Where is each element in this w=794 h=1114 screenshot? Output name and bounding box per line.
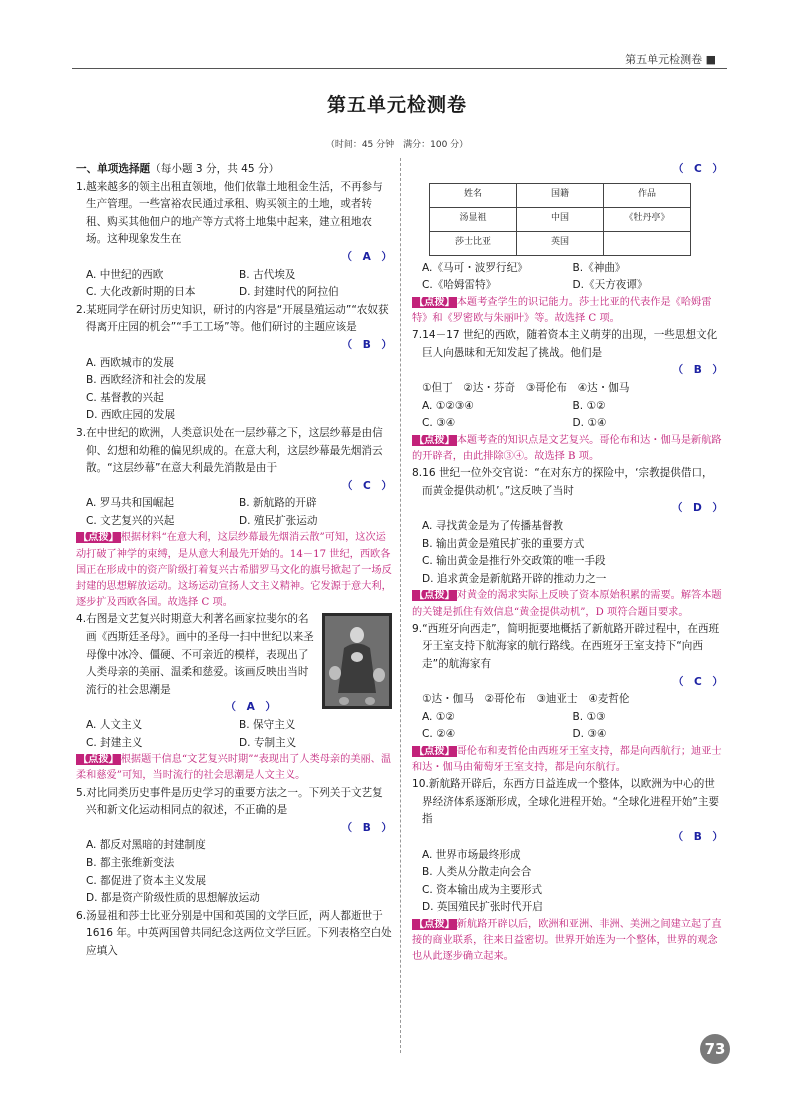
- question-6-cont: [412, 161, 723, 327]
- hint-block: [412, 744, 723, 776]
- option-a: A. 罗马共和国崛起: [86, 497, 174, 510]
- table-cell: 中国: [517, 207, 604, 231]
- question-10: [412, 776, 723, 965]
- option-c: C. ②④: [422, 728, 456, 741]
- option-d: D. 专制主义: [239, 736, 297, 749]
- option-a: A. 中世纪的西欧: [86, 268, 164, 281]
- option-a: A. 西欧城市的发展: [86, 356, 174, 369]
- table-cell: 《牡丹亭》: [604, 207, 691, 231]
- question-8: [412, 465, 723, 621]
- hint-block: [412, 295, 723, 327]
- question-stem: 10.新航路开辟后，东西方日益连成一个整体，以欧洲为中心的世界经济体系逐渐形成，全球化进程开始。“全球化进程开始”主要指: [412, 778, 720, 826]
- option-a: A. 都反对黑暗的封建制度: [86, 839, 206, 852]
- option-d: D. ③④: [572, 728, 607, 741]
- option-d: D. 殖民扩张运动: [239, 514, 318, 527]
- option-b: B. ①③: [572, 710, 606, 723]
- column-divider: [400, 158, 401, 1053]
- question-2: [76, 302, 392, 425]
- hint-block: [76, 530, 392, 611]
- question-stem: 9.“西班牙向西走”，简明扼要地概括了新航路开辟过程中，在西班牙王室支持下航海家的航行路线。在西班牙王室支持下“向西走”的航海家有: [412, 622, 720, 670]
- option-c: C. 大化改新时期的日本: [86, 286, 196, 299]
- option-d: D. 英国殖民扩张时代开启: [422, 901, 543, 914]
- hint-label: 【点拨】: [414, 590, 455, 602]
- option-d: D. 都是资产阶级性质的思想解放运动: [86, 892, 260, 905]
- option-c: C. 都促进了资本主义发展: [86, 874, 207, 887]
- hint-label: 【点拨】: [78, 754, 119, 766]
- answer-mark: （ B ）: [672, 364, 723, 377]
- hint-text: 本题考查的知识点是文艺复兴。哥伦布和达・伽马是新航路的开辟者，由此排除③④。故选择 B 项。: [412, 434, 722, 462]
- table-row: [430, 231, 691, 255]
- answer-mark: （ B ）: [341, 338, 392, 351]
- hint-label: 【点拨】: [414, 745, 455, 757]
- option-c: C. 基督教的兴起: [86, 391, 164, 404]
- left-column: [76, 161, 392, 961]
- table-cell: 英国: [517, 231, 604, 255]
- option-b: B. ①②: [572, 399, 606, 412]
- option-a: A. 寻找黄金是为了传播基督教: [422, 519, 563, 532]
- question-stem: 3.在中世纪的欧洲，人类意识处在一层纱幕之下，这层纱幕是由信仰、幻想和幼稚的偏见织成的。在意大利，这层纱幕最先烟消云散。“这层纱幕”在意大利最先消散是由于: [76, 426, 383, 475]
- answer-mark: （ B ）: [341, 821, 392, 834]
- running-header: 第五单元检测卷 ■: [625, 53, 716, 66]
- answer-mark: （ C ）: [672, 675, 723, 688]
- option-d: D. 封建时代的阿拉伯: [239, 286, 339, 299]
- table-cell: 汤显祖: [430, 207, 517, 231]
- question-4: [76, 611, 392, 784]
- option-a: A.《马可・波罗行纪》: [422, 261, 528, 274]
- option-b: B. 古代埃及: [239, 268, 296, 281]
- question-stem: 4.右图是文艺复兴时期意大利著名画家拉斐尔的名画《西斯廷圣母》。画中的圣母一扫中世纪以来圣母像中冰冷、僵硬、不可亲近的模样，表现出了人类母亲的美丽、温柔和慈爱。该画反映出当时流行的社会思潮是: [76, 613, 314, 696]
- table-header-cell: 作品: [604, 183, 691, 207]
- answer-mark: （ D ）: [671, 502, 723, 515]
- option-b: B. 输出黄金是殖民扩张的重要方式: [422, 537, 585, 550]
- answer-mark: （ A ）: [225, 701, 276, 714]
- question-9: [412, 621, 723, 777]
- question-stem: 8.16 世纪一位外交官说：“在对东方的探险中，‘宗教提供借口，而黄金提供动机’。”这反映了当时: [412, 467, 713, 497]
- question-3: [76, 425, 392, 612]
- exam-meta: （时间：45 分钟 满分：100 分）: [325, 140, 469, 150]
- table-header-cell: 姓名: [430, 183, 517, 207]
- option-b: B. 新航路的开辟: [239, 497, 317, 510]
- option-a: A. ①②: [422, 710, 455, 723]
- option-c: C. 封建主义: [86, 736, 143, 749]
- question-stem: 2.某班同学在研讨历史知识，研讨的内容是“开展垦殖运动”“农奴获得离开庄园的机会”“手工工场”等。他们研讨的主题应该是: [76, 303, 389, 334]
- question-6: [76, 908, 392, 961]
- answer-mark: （ C ）: [672, 163, 723, 175]
- painting-image: [322, 613, 392, 709]
- question-7: [412, 327, 723, 465]
- page-number-badge: 73: [700, 1034, 730, 1064]
- option-a: A. 人文主义: [86, 719, 143, 732]
- option-b: B. 西欧经济和社会的发展: [86, 374, 206, 387]
- hint-text: 哥伦布和麦哲伦由西班牙王室支持，都是向西航行；迪亚士和达・伽马由葡萄牙王室支持，都是向东航行。: [412, 745, 722, 774]
- option-d: D.《天方夜谭》: [572, 279, 648, 292]
- table-header-row: [430, 183, 691, 207]
- table-cell-blank: [604, 231, 691, 255]
- option-d: D. 追求黄金是新航路开辟的推动力之一: [422, 572, 607, 585]
- hint-label: 【点拨】: [414, 296, 455, 308]
- option-c: C. 文艺复兴的兴起: [86, 514, 175, 527]
- option-c: C. 输出黄金是推行外交政策的唯一手段: [422, 555, 606, 568]
- section-note: （每小题 3 分，共 45 分）: [150, 163, 280, 175]
- hint-label: 【点拨】: [414, 434, 455, 446]
- option-b: B. 保守主义: [239, 719, 296, 732]
- hint-text: 根据材料“在意大利，这层纱幕最先烟消云散”可知，这次运动打破了神学的束缚，是从意大利最先开始的。14－17 世纪，西欧各国正在形成中的资产阶级打着复兴古希腊罗马文化的旗号掀起了一场反封建的思想解放运动。这场运动宣扬人文主义精神。它发源于意大利，逐步扩及西欧各国。故选择 C 项。: [76, 532, 392, 609]
- authors-table: [429, 183, 691, 256]
- question-5: [76, 785, 392, 908]
- hint-label: 【点拨】: [78, 532, 119, 544]
- right-column: [412, 161, 723, 966]
- option-b: B. 人类从分散走向会合: [422, 866, 532, 879]
- section-heading: 一、单项选择题（每小题 3 分，共 45 分）: [76, 163, 280, 175]
- option-d: D. 西欧庄园的发展: [86, 409, 176, 422]
- table-cell: 莎士比亚: [430, 231, 517, 255]
- option-b: B.《神曲》: [572, 261, 626, 274]
- choice-list: ①达・伽马 ②哥伦布 ③迪亚士 ④麦哲伦: [422, 693, 630, 706]
- option-c: C. ③④: [422, 417, 456, 430]
- table-row: [430, 207, 691, 231]
- option-a: A. ①②③④: [422, 399, 474, 412]
- hint-block: [412, 433, 723, 465]
- hint-text: 根据题干信息“文艺复兴时期”“表现出了人类母亲的美丽、温柔和慈爱”可知，当时流行的社会思潮是人文主义。: [76, 754, 392, 782]
- answer-mark: （ C ）: [341, 479, 392, 492]
- page-title: 第五单元检测卷: [326, 94, 467, 116]
- option-a: A. 世界市场最终形成: [422, 848, 521, 861]
- question-stem: 7.14－17 世纪的西欧，随着资本主义萌芽的出现，一些思想文化巨人向愚昧和无知发起了挑战。他们是: [412, 329, 718, 359]
- question-stem: 5.对比同类历史事件是历史学习的重要方法之一。下列关于文艺复兴和新文化运动相同点的叙述，不正确的是: [76, 786, 383, 817]
- hint-text: 本题考查学生的识记能力。莎士比亚的代表作是《哈姆雷特》和《罗密欧与朱丽叶》等。故选择 C 项。: [412, 296, 712, 324]
- answer-mark: （ B ）: [672, 831, 723, 844]
- hint-block: [412, 588, 723, 620]
- choice-list: ①但丁 ②达・芬奇 ③哥伦布 ④达・伽马: [422, 381, 630, 394]
- question-1: [76, 179, 392, 302]
- hint-text: 对黄金的渴求实际上反映了资本原始积累的需要。解答本题的关键是抓住有效信息“黄金提供动机”，D 项符合题目要求。: [412, 590, 722, 618]
- hint-label: 【点拨】: [414, 919, 455, 931]
- question-stem: 6.汤显祖和莎士比亚分别是中国和英国的文学巨匠，两人都逝世于 1616 年。中英两国曾共同纪念这两位文学巨匠。下列表格空白处应填入: [76, 909, 392, 957]
- hint-block: [76, 752, 392, 784]
- hint-block: [412, 917, 723, 966]
- header-rule: [72, 68, 727, 69]
- question-stem: 1.越来越多的领主出租直领地，他们依靠土地租金生活，不再参与生产管理。一些富裕农民通过承租、购买领主的土地，或者转租、购买其他佃户的地产等方式将土地集中起来，建立租地农场。这种现象发生在: [76, 180, 383, 246]
- option-c: C.《哈姆雷特》: [422, 279, 497, 292]
- option-c: C. 资本输出成为主要形式: [422, 883, 543, 896]
- table-header-cell: 国籍: [517, 183, 604, 207]
- hint-text: 新航路开辟以后，欧洲和亚洲、非洲、美洲之间建立起了直接的商业联系，往来日益密切。世界开始连为一个整体，世界的观念也从此逐步确立起来。: [412, 919, 722, 963]
- answer-mark: （ A ）: [341, 250, 392, 263]
- option-b: B. 都主张维新变法: [86, 857, 175, 870]
- option-d: D. ①④: [572, 417, 607, 430]
